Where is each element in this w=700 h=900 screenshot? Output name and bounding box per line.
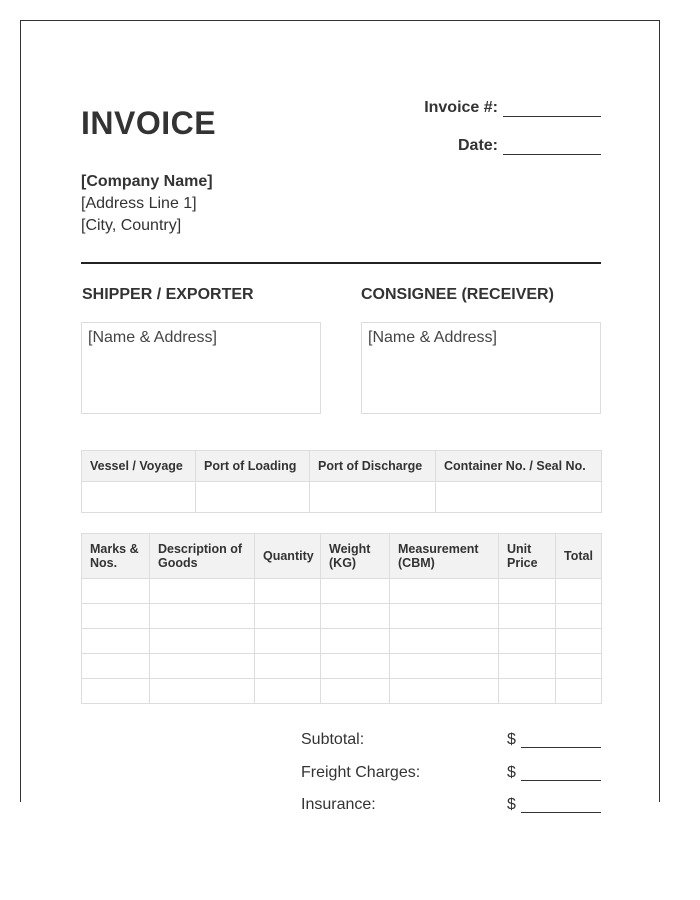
table-cell[interactable] xyxy=(82,629,150,654)
column-header: Vessel / Voyage xyxy=(82,451,196,482)
table-row xyxy=(82,654,602,679)
freight-currency: $ xyxy=(507,764,516,781)
table-row xyxy=(82,579,602,604)
freight-field[interactable] xyxy=(521,780,601,781)
table-cell[interactable] xyxy=(390,654,499,679)
table-cell[interactable] xyxy=(255,579,321,604)
invoice-page xyxy=(20,20,660,813)
subtotal-label: Subtotal: xyxy=(301,731,365,748)
table-cell[interactable] xyxy=(321,629,390,654)
table-cell[interactable] xyxy=(499,604,556,629)
table-cell[interactable] xyxy=(390,629,499,654)
consignee-label: CONSIGNEE (RECEIVER) xyxy=(361,286,554,303)
consignee-placeholder: [Name & Address] xyxy=(368,329,497,346)
consignee-address-box[interactable] xyxy=(361,322,601,414)
insurance-currency: $ xyxy=(507,796,516,813)
line-items-table xyxy=(81,533,602,704)
table-cell[interactable] xyxy=(321,604,390,629)
freight-label: Freight Charges: xyxy=(301,764,421,781)
items-header-row xyxy=(82,534,602,579)
column-header: Container No. / Seal No. xyxy=(436,451,602,482)
insurance-row xyxy=(301,796,601,816)
shipper-address-box[interactable] xyxy=(81,322,321,414)
subtotal-field[interactable] xyxy=(521,747,601,748)
table-cell[interactable] xyxy=(390,679,499,704)
date-label: Date: xyxy=(457,137,498,154)
items-body xyxy=(82,579,602,704)
table-cell[interactable] xyxy=(150,579,255,604)
shipping-details-table xyxy=(81,450,602,513)
table-cell[interactable] xyxy=(82,482,196,513)
column-header: Port of Loading xyxy=(196,451,310,482)
table-row xyxy=(82,679,602,704)
column-header: Total xyxy=(556,534,602,579)
insurance-field[interactable] xyxy=(521,812,601,813)
invoice-number-label: Invoice #: xyxy=(424,99,498,116)
invoice-number-field[interactable] xyxy=(503,100,601,117)
table-cell[interactable] xyxy=(255,604,321,629)
table-cell[interactable] xyxy=(82,604,150,629)
company-city-country: [City, Country] xyxy=(81,217,182,234)
table-cell[interactable] xyxy=(436,482,602,513)
shipping-header-row xyxy=(82,451,602,482)
company-info xyxy=(81,171,213,237)
column-header: Unit Price xyxy=(499,534,556,579)
table-cell[interactable] xyxy=(82,654,150,679)
subtotal-currency: $ xyxy=(507,731,516,748)
table-row xyxy=(82,482,602,513)
table-cell[interactable] xyxy=(556,579,602,604)
company-address-line-1: [Address Line 1] xyxy=(81,195,197,212)
column-header: Measurement (CBM) xyxy=(390,534,499,579)
table-cell[interactable] xyxy=(310,482,436,513)
table-cell[interactable] xyxy=(499,679,556,704)
subtotal-row xyxy=(301,731,601,751)
table-cell[interactable] xyxy=(499,654,556,679)
table-cell[interactable] xyxy=(255,629,321,654)
table-cell[interactable] xyxy=(150,654,255,679)
table-cell[interactable] xyxy=(556,679,602,704)
table-cell[interactable] xyxy=(499,629,556,654)
header-divider xyxy=(81,262,601,264)
shipper-label: SHIPPER / EXPORTER xyxy=(82,286,254,303)
table-cell[interactable] xyxy=(321,679,390,704)
column-header: Weight (KG) xyxy=(321,534,390,579)
company-name: [Company Name] xyxy=(81,173,213,190)
column-header: Port of Discharge xyxy=(310,451,436,482)
freight-row xyxy=(301,764,601,784)
table-cell[interactable] xyxy=(390,579,499,604)
column-header: Marks & Nos. xyxy=(82,534,150,579)
table-cell[interactable] xyxy=(321,654,390,679)
column-header: Description of Goods xyxy=(150,534,255,579)
table-cell[interactable] xyxy=(556,604,602,629)
table-cell[interactable] xyxy=(321,579,390,604)
table-cell[interactable] xyxy=(82,679,150,704)
invoice-title: INVOICE xyxy=(81,105,217,141)
table-cell[interactable] xyxy=(82,579,150,604)
invoice-number-line xyxy=(424,99,601,117)
table-cell[interactable] xyxy=(255,679,321,704)
table-cell[interactable] xyxy=(390,604,499,629)
date-line xyxy=(458,137,601,155)
table-cell[interactable] xyxy=(255,654,321,679)
table-cell[interactable] xyxy=(150,604,255,629)
table-cell[interactable] xyxy=(499,579,556,604)
shipper-placeholder: [Name & Address] xyxy=(88,329,217,346)
table-row xyxy=(82,629,602,654)
table-cell[interactable] xyxy=(556,629,602,654)
table-cell[interactable] xyxy=(556,654,602,679)
table-cell[interactable] xyxy=(196,482,310,513)
table-cell[interactable] xyxy=(150,679,255,704)
date-field[interactable] xyxy=(503,138,601,155)
table-row xyxy=(82,604,602,629)
insurance-label: Insurance: xyxy=(301,796,376,813)
column-header: Quantity xyxy=(255,534,321,579)
table-cell[interactable] xyxy=(150,629,255,654)
